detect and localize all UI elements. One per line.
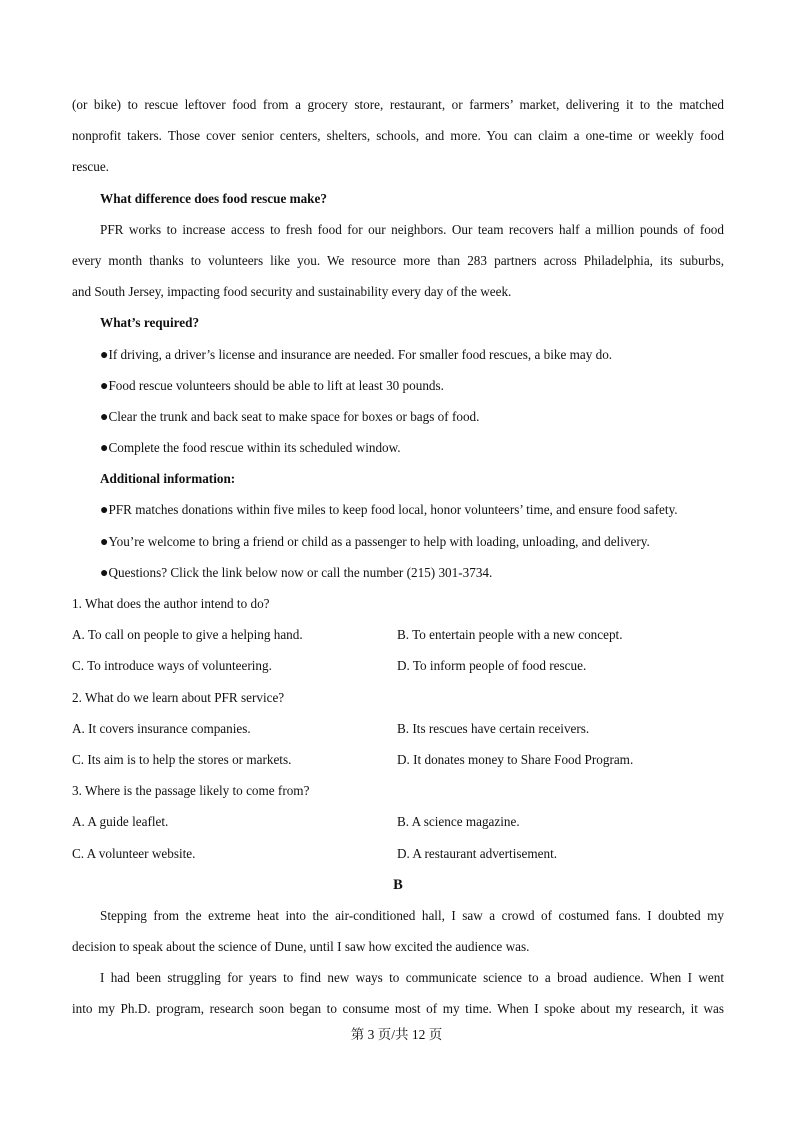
heading-additional: Additional information:	[100, 471, 236, 487]
required-item	[72, 406, 724, 437]
option-2c: C. Its aim is to help the stores or markets.	[72, 751, 292, 767]
question-1-options-row-1	[72, 624, 724, 655]
required-item-text: Food rescue volunteers should be able to lift at least 30 pounds.	[108, 377, 444, 393]
question-3-options-row-1	[72, 811, 724, 842]
heading-difference: What difference does food rescue make?	[100, 190, 327, 206]
additional-item	[72, 531, 724, 562]
option-1c: C. To introduce ways of volunteering.	[72, 658, 272, 674]
passage-b-para2-line-1: I had been struggling for years to find new ways to communicate science to a broad audience. When I went	[100, 970, 724, 986]
option-1a: A. To call on people to give a helping hand.	[72, 627, 303, 643]
option-3a: A. A guide leaflet.	[72, 814, 169, 830]
bullet-dot-icon: ●	[100, 534, 109, 550]
additional-item	[72, 562, 724, 593]
additional-item-text: Questions? Click the link below now or call the number (215) 301-3734.	[108, 564, 493, 580]
question-stem-3: 3. Where is the passage likely to come from?	[72, 783, 310, 799]
option-1d: D. To inform people of food rescue.	[397, 658, 587, 674]
difference-line-1: PFR works to increase access to fresh food for our neighbors. Our team recovers half a million pounds of food	[100, 221, 724, 237]
bullet-dot-icon: ●	[100, 565, 109, 581]
question-stem-2: 2. What do we learn about PFR service?	[72, 689, 285, 705]
passage-b-para2-line-2: into my Ph.D. program, research soon began to consume most of my time. When I spoke about my research, it was	[72, 1001, 724, 1017]
additional-item-text: You’re welcome to bring a friend or child as a passenger to help with loading, unloading, and delivery.	[108, 533, 650, 549]
required-item	[72, 437, 724, 468]
option-2b: B. Its rescues have certain receivers.	[397, 720, 590, 736]
intro-line-2: nonprofit takers. Those cover senior centers, shelters, schools, and more. You can claim a one-time or weekly food	[72, 128, 724, 144]
page-number-footer: 第 3 页/共 12 页	[350, 1027, 443, 1042]
required-item	[72, 375, 724, 406]
heading-required: What’s required?	[100, 315, 200, 331]
intro-line-3: rescue.	[72, 159, 109, 175]
question-2-options-row-2	[72, 749, 724, 780]
option-3c: C. A volunteer website.	[72, 845, 196, 861]
passage-b-para1-line-2: decision to speak about the science of Dune, until I saw how excited the audience was.	[72, 939, 530, 955]
question-stem-1: 1. What does the author intend to do?	[72, 596, 270, 611]
option-3b: B. A science magazine.	[397, 814, 520, 830]
required-item-text: If driving, a driver’s license and insurance are needed. For smaller food rescues, a bike may do.	[108, 346, 613, 362]
option-2a: A. It covers insurance companies.	[72, 720, 251, 736]
question-1-options-row-2	[72, 655, 724, 686]
additional-item	[72, 499, 724, 530]
intro-line-1: (or bike) to rescue leftover food from a grocery store, restaurant, or farmers’ market, delivering it to the matched	[72, 97, 724, 112]
page-content	[72, 94, 724, 1030]
bullet-dot-icon: ●	[100, 441, 109, 457]
difference-line-2: every month thanks to volunteers like you. We resource more than 283 partners across Philadelphia, its suburbs,	[72, 252, 724, 268]
question-3-options-row-2	[72, 843, 724, 874]
bullet-dot-icon: ●	[100, 409, 109, 425]
additional-item-text: PFR matches donations within five miles to keep food local, honor volunteers’ time, and ensure food safety.	[108, 502, 678, 518]
passage-b-para1-line-1: Stepping from the extreme heat into the air-conditioned hall, I saw a crowd of costumed fans. I doubted my	[100, 907, 724, 923]
bullet-dot-icon: ●	[100, 378, 109, 394]
bullet-dot-icon: ●	[100, 503, 109, 519]
question-2-options-row-1	[72, 718, 724, 749]
difference-line-3: and South Jersey, impacting food security and sustainability every day of the week.	[72, 284, 512, 300]
option-3d: D. A restaurant advertisement.	[397, 845, 558, 861]
required-item	[72, 344, 724, 375]
option-2d: D. It donates money to Share Food Program.	[397, 751, 634, 767]
required-item-text: Clear the trunk and back seat to make space for boxes or bags of food.	[108, 408, 480, 424]
section-b-heading: B	[393, 876, 403, 893]
bullet-dot-icon: ●	[100, 347, 109, 363]
required-item-text: Complete the food rescue within its scheduled window.	[108, 440, 401, 456]
option-1b: B. To entertain people with a new concept.	[397, 627, 623, 643]
